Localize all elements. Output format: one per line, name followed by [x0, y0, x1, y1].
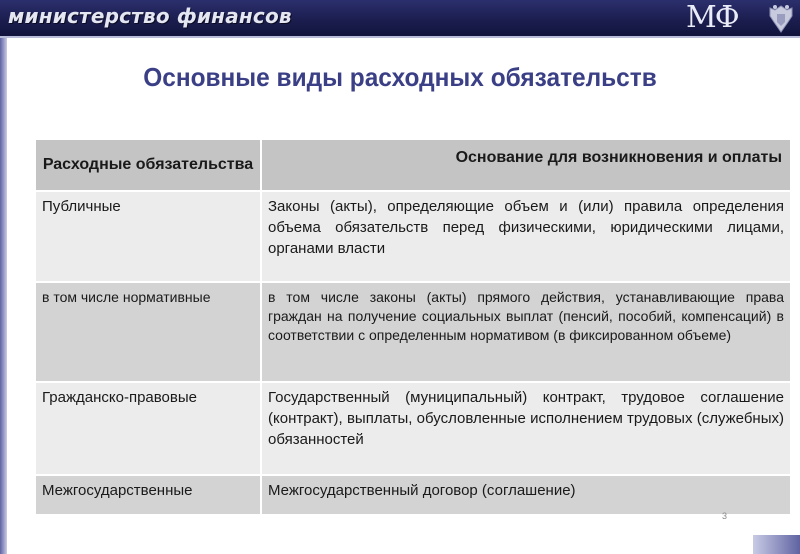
- obligation-type-cell: Межгосударственные: [35, 475, 261, 515]
- slide-title: Основные виды расходных обязательств: [143, 62, 657, 92]
- table-row: [35, 191, 791, 282]
- table-row: [35, 382, 791, 475]
- obligation-basis-cell: в том числе законы (акты) прямого действия, устанавливающие права граждан на получение социальных выплат (пенсий, пособий, компенсаций) в соответствии с определенным нормативом (в фиксированном объеме): [261, 282, 791, 382]
- table-row: [35, 282, 791, 382]
- corner-decoration: [753, 535, 800, 554]
- obligations-table: [34, 138, 792, 516]
- obligation-basis-cell: Законы (акты), определяющие объем и (или) правила определения объема обязательств перед физическими, юридическими лицами, органами власти: [261, 191, 791, 282]
- obligation-type-cell: в том числе нормативные: [35, 282, 261, 382]
- obligation-type-cell: Публичные: [35, 191, 261, 282]
- header-basis: Основание для возникновения и оплаты: [261, 139, 791, 191]
- table-row: [35, 475, 791, 515]
- left-decorative-bar: [0, 38, 7, 554]
- coat-of-arms-icon: [764, 2, 798, 36]
- header-obligations: Расходные обязательства: [35, 139, 261, 191]
- obligation-basis-cell: Межгосударственный договор (соглашение): [261, 475, 791, 515]
- table-header-row: [35, 139, 791, 191]
- ministry-label: министерство финансов: [8, 4, 292, 28]
- mf-logo: МФ: [686, 0, 738, 35]
- obligation-type-cell: Гражданско-правовые: [35, 382, 261, 475]
- obligation-basis-cell: Государственный (муниципальный) контракт, трудовое соглашение (контракт), выплаты, обусловленные исполнением трудовых (служебных) обязанностей: [261, 382, 791, 475]
- ministry-header-bar: [0, 0, 800, 38]
- page-number: 3: [722, 511, 728, 521]
